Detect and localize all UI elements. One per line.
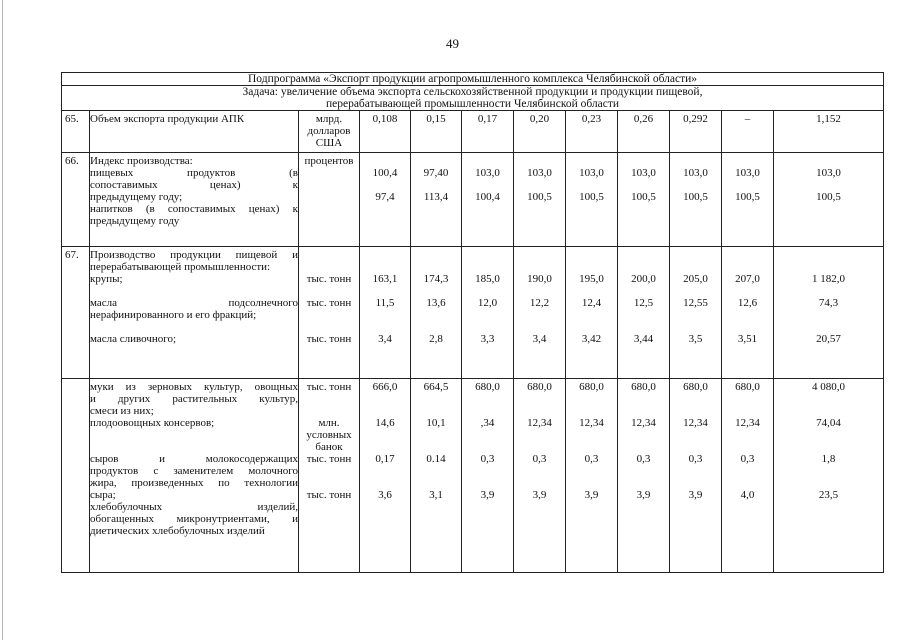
value-cell: 163,1 11,5 3,4	[360, 247, 411, 379]
table-row-65	[62, 111, 884, 153]
indicators-table	[61, 72, 884, 573]
value-cell: 680,0 ,34 0,3 3,9	[462, 379, 514, 573]
unit-cell: тыс. тонн тыс. тонн тыс. тонн	[299, 247, 360, 379]
value-cell: 200,0 12,5 3,44	[618, 247, 670, 379]
page-number: 49	[446, 36, 459, 51]
value-cell: 103,0 100,5	[722, 153, 774, 247]
value-cell: 666,0 14,6 0,17 3,6	[360, 379, 411, 573]
row-number: 66.	[62, 153, 90, 247]
value-cell: 1,152	[774, 111, 884, 153]
subprogram-row	[62, 73, 884, 86]
value-cell: 100,4 97,4	[360, 153, 411, 247]
value-cell: 97,40 113,4	[411, 153, 462, 247]
value-cell: 0,108	[360, 111, 411, 153]
table-row-66	[62, 153, 884, 247]
value-cell: 195,0 12,4 3,42	[566, 247, 618, 379]
value-cell: 680,0 12,34 0,3 4,0	[722, 379, 774, 573]
value-cell: 103,0 100,5	[774, 153, 884, 247]
task-title: Задача: увеличение объема экспорта сельскохозяйственной продукции и продукции пищевой, перерабатывающей промышленности Челябинской области	[62, 86, 884, 111]
row-number	[62, 379, 90, 573]
value-cell: 103,0 100,4	[462, 153, 514, 247]
value-cell: 185,0 12,0 3,3	[462, 247, 514, 379]
indicator-name: Индекс производства: пищевых продуктов (в сопоставимых ценах) к предыдущему году; напитков (в сопоставимых ценах) к предыдущему году	[90, 153, 299, 247]
value-cell: 680,0 12,34 0,3 3,9	[618, 379, 670, 573]
value-cell: 680,0 12,34 0,3 3,9	[566, 379, 618, 573]
value-cell: 207,0 12,6 3,51	[722, 247, 774, 379]
value-cell: 4 080,0 74,04 1,8 23,5	[774, 379, 884, 573]
value-cell: 103,0 100,5	[566, 153, 618, 247]
value-cell: 0,17	[462, 111, 514, 153]
indicator-name: Производство продукции пищевой и перерабатывающей промышленности: крупы; масла подсолнечного нерафинированного и его фракций; масла сливочного;	[90, 247, 299, 379]
value-cell: –	[722, 111, 774, 153]
value-cell: 103,0 100,5	[618, 153, 670, 247]
row-number: 65.	[62, 111, 90, 153]
indicator-name: муки из зерновых культур, овощных и других растительных культур, смеси из них; плодоовощных консервов; сыров и молокосодержащих продуктов с заменителем молочного жира, произведенных по технологии сыра; хлебобулочных изделий, обогащенных микронутриентами, и диетических хлебобулочных изделий	[90, 379, 299, 573]
indicator-name: Объем экспорта продукции АПК	[90, 111, 299, 153]
row-number: 67.	[62, 247, 90, 379]
value-cell: 0,20	[514, 111, 566, 153]
value-cell: 205,0 12,55 3,5	[670, 247, 722, 379]
task-row	[62, 86, 884, 111]
value-cell: 0,15	[411, 111, 462, 153]
subprogram-title: Подпрограмма «Экспорт продукции агропромышленного комплекса Челябинской области»	[62, 73, 884, 86]
unit-cell: процентов	[299, 153, 360, 247]
value-cell: 0,26	[618, 111, 670, 153]
unit-cell: тыс. тонн млн. условных банок тыс. тонн тыс. тонн	[299, 379, 360, 573]
value-cell: 103,0 100,5	[514, 153, 566, 247]
value-cell: 174,3 13,6 2,8	[411, 247, 462, 379]
value-cell: 664,5 10,1 0.14 3,1	[411, 379, 462, 573]
value-cell: 0,23	[566, 111, 618, 153]
unit-cell: млрд. долларов США	[299, 111, 360, 153]
value-cell: 103,0 100,5	[670, 153, 722, 247]
page-edge-rule	[2, 0, 3, 640]
value-cell: 680,0 12,34 0,3 3,9	[670, 379, 722, 573]
table-row-continuation	[62, 379, 884, 573]
value-cell: 0,292	[670, 111, 722, 153]
value-cell: 1 182,0 74,3 20,57	[774, 247, 884, 379]
value-cell: 190,0 12,2 3,4	[514, 247, 566, 379]
value-cell: 680,0 12,34 0,3 3,9	[514, 379, 566, 573]
table-row-67	[62, 247, 884, 379]
